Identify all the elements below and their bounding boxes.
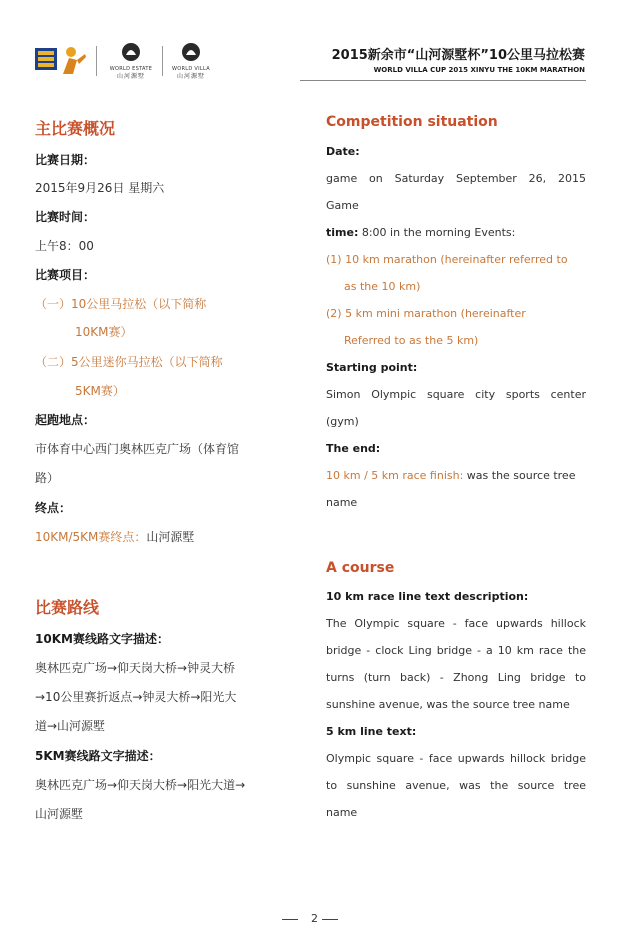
- route10-line3-cn: 道→山河源墅: [35, 719, 106, 733]
- route10-line4-en: sunshine avenue, was the source tree name: [326, 698, 570, 711]
- world-villa-logo: [163, 42, 219, 80]
- end-value-cn: [35, 528, 194, 545]
- route5-label-en: 5 km line text:: [326, 725, 417, 738]
- end-place-cn: 山河源墅: [146, 530, 195, 544]
- start-label-en: Starting point:: [326, 361, 418, 374]
- header-divider: [300, 80, 586, 81]
- time-line-en: [326, 226, 515, 239]
- villa-logo-cn: 山河源墅: [176, 73, 205, 80]
- page-subtitle: WORLD VILLA CUP 2015 XINYU THE 10KM MARATHON: [373, 66, 585, 74]
- route10-line1-cn: 奥林匹克广场→仰天岗大桥→钟灵大桥: [35, 661, 236, 675]
- date-value-cn: 2015年9月26日 星期六: [35, 181, 165, 195]
- route5-label-cn: 5KM赛线路文字描述：: [35, 749, 161, 763]
- marathon-logo-icon: [33, 42, 87, 76]
- route-title-en: A course: [326, 560, 395, 576]
- page-header: [0, 0, 629, 84]
- estate-logo-en: WORLD ESTATE: [109, 66, 153, 72]
- start-value-en: Simon Olympic square city sports center: [326, 388, 586, 401]
- start-value-en-cont: (gym): [326, 415, 359, 428]
- logo-divider: [96, 46, 97, 76]
- event2-en: (2) 5 km mini marathon (hereinafter: [326, 307, 526, 320]
- time-label-en: time:: [326, 226, 359, 239]
- route-title-cn: 比赛路线: [35, 598, 100, 617]
- end-prefix-cn: 10KM/5KM赛终点：: [35, 530, 147, 544]
- route5-line2-en: to sunshine avenue, was the source tree: [326, 779, 586, 792]
- estate-logo-cn: 山河源墅: [116, 73, 145, 80]
- start-value-cn-cont: 路）: [35, 471, 60, 485]
- footer-rule-right: [322, 919, 338, 920]
- event1-cn: （一）10公里马拉松（以下简称: [35, 297, 207, 311]
- route5-line2-cn: 山河源墅: [35, 807, 84, 821]
- event2-cn: （二）5公里迷你马拉松（以下简称: [35, 355, 223, 369]
- route10-line1-en: The Olympic square - face upwards hillock: [326, 617, 586, 630]
- route5-line3-en: name: [326, 806, 358, 819]
- event2-cn-cont: 5KM赛）: [75, 384, 125, 398]
- date-label-cn: 比赛日期：: [35, 153, 96, 167]
- villa-logo-en: WORLD VILLA: [172, 66, 210, 72]
- end-prefix-en: 10 km / 5 km race finish:: [326, 469, 464, 482]
- end-label-cn: 终点：: [35, 501, 72, 515]
- events-label-cn: 比赛项目：: [35, 268, 96, 282]
- world-estate-logo: [103, 42, 159, 80]
- end-place-en: was the source tree: [463, 469, 576, 482]
- route10-label-cn: 10KM赛线路文字描述：: [35, 632, 169, 646]
- date-label-en: Date:: [326, 145, 360, 158]
- event1-en: (1) 10 km marathon (hereinafter referred to: [326, 253, 568, 266]
- start-label-cn: 起跑地点：: [35, 413, 96, 427]
- event1-cn-cont: 10KM赛）: [75, 325, 133, 339]
- end-value-en-cont: name: [326, 496, 358, 509]
- route10-line3-en: turns (turn back) - Zhong Ling bridge to: [326, 671, 586, 684]
- route5-line1-cn: 奥林匹克广场→仰天岗大桥→阳光大道→: [35, 778, 246, 792]
- event1-en-cont: as the 10 km): [344, 280, 421, 293]
- event2-en-cont: Referred to as the 5 km): [344, 334, 479, 347]
- time-label-cn: 比赛时间：: [35, 210, 96, 224]
- start-value-cn: 市体育中心西门奥林匹克广场（体育馆: [35, 442, 240, 456]
- page-number: 2: [311, 912, 318, 925]
- route10-label-en: 10 km race line text description:: [326, 590, 529, 603]
- footer-rule-left: [282, 919, 298, 920]
- page-title: 2015新余市“山河源墅杯”10公里马拉松赛: [331, 48, 585, 63]
- date-value-en-cont: Game: [326, 199, 359, 212]
- time-value-cn: 上午8：00: [35, 239, 94, 253]
- estate-emblem-icon: [121, 42, 141, 62]
- time-value-en: 8:00 in the morning Events:: [358, 226, 516, 239]
- route10-line2-en: bridge - clock Ling bridge - a 10 km race the: [326, 644, 586, 657]
- overview-title-en: Competition situation: [326, 114, 498, 130]
- end-label-en: The end:: [326, 442, 381, 455]
- villa-emblem-icon: [181, 42, 201, 62]
- date-value-en: game on Saturday September 26, 2015: [326, 172, 586, 185]
- route5-line1-en: Olympic square - face upwards hillock bridge: [326, 752, 586, 765]
- end-value-en: [326, 469, 575, 482]
- overview-title-cn: 主比赛概况: [35, 119, 116, 138]
- route10-line2-cn: →10公里赛折返点→钟灵大桥→阳光大: [35, 690, 237, 704]
